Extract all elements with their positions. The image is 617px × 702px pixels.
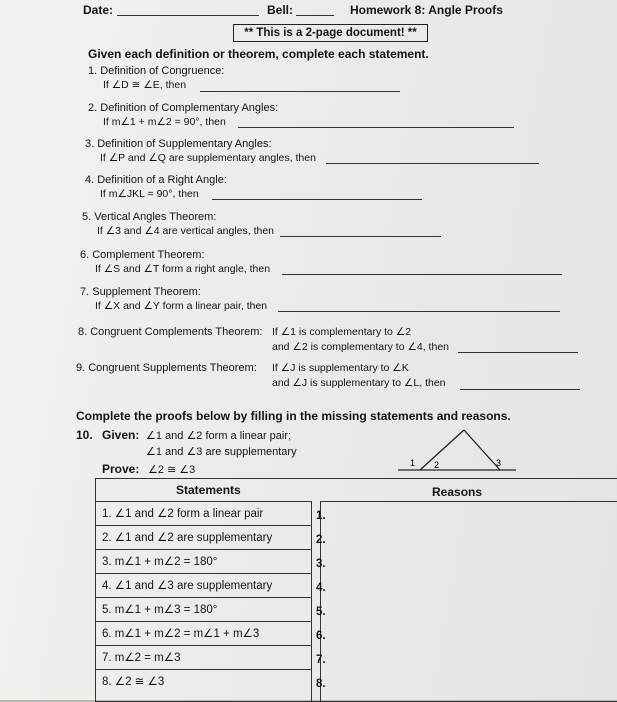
item-5-title: 5. Vertical Angles Theorem: [82,211,217,223]
item-5-blank [280,236,441,237]
item-4-stem: If m∠JKL = 90°, then [100,188,199,200]
given-line1: ∠1 and ∠2 form a linear pair; [146,430,292,442]
item-2-blank [238,127,514,128]
row-rule [96,597,311,598]
angle-label-1: 1 [410,458,416,468]
reason-7[interactable]: 7. [316,654,326,666]
reason-8[interactable]: 8. [316,678,326,690]
prove-label: Prove: [102,462,140,476]
proof-table [95,478,617,702]
header-rule [96,501,311,502]
reasons-header: Reasons [432,485,483,499]
section1-heading: Given each definition or theorem, complete each statement. [88,47,429,61]
item-3-stem: If ∠P and ∠Q are supplementary angles, then [100,152,316,164]
item-2-stem: If m∠1 + m∠2 = 90°, then [103,116,226,128]
homework-title: Homework 8: Angle Proofs [350,3,503,17]
item-1-title: 1. Definition of Congruence: [88,65,225,77]
item-9-title: 9. Congruent Supplements Theorem: [76,362,257,374]
header-rule-reasons [320,501,617,502]
item-7-title: 7. Supplement Theorem: [80,286,201,298]
item-6-blank [282,274,562,275]
item-9-line1: If ∠J is supplementary to ∠K [272,362,409,374]
row-rule [96,549,311,550]
reason-6[interactable]: 6. [316,630,326,642]
date-blank [117,15,259,16]
row-rule [96,669,311,670]
statement-5: 5. m∠1 + m∠3 = 180° [102,604,218,616]
bell-label: Bell: [267,3,294,17]
given-label: Given: [102,428,140,442]
column-divider [311,501,312,701]
statement-8: 8. ∠2 ≅ ∠3 [102,676,165,688]
bell-blank [296,15,334,16]
reason-1[interactable]: 1. [316,510,326,522]
item-5-stem: If ∠3 and ∠4 are vertical angles, then [97,225,275,237]
row-rule [96,525,311,526]
item-7-stem: If ∠X and ∠Y form a linear pair, then [95,300,268,312]
row-rule [96,573,311,574]
statement-2: 2. ∠1 and ∠2 are supplementary [102,532,273,544]
reason-4[interactable]: 4. [316,582,326,594]
date-label: Date: [83,3,114,17]
item-9-blank [460,389,580,390]
statement-4: 4. ∠1 and ∠3 are supplementary [102,580,273,592]
proof-number: 10. [76,428,93,442]
statement-1: 1. ∠1 and ∠2 form a linear pair [102,508,264,520]
item-4-blank [212,199,422,200]
item-8-blank [458,352,578,353]
section2-heading: Complete the proofs below by filling in the missing statements and reasons. [76,409,511,423]
item-8-title: 8. Congruent Complements Theorem: [78,326,263,338]
linear-pair-diagram [392,424,522,476]
item-9-line2: and ∠J is supplementary to ∠L, then [272,377,446,389]
row-rule [96,645,311,646]
reason-5[interactable]: 5. [316,606,326,618]
item-1-blank [200,91,400,92]
column-divider-2 [320,501,321,701]
item-1-stem: If ∠D ≅ ∠E, then [103,79,187,91]
statement-3: 3. m∠1 + m∠2 = 180° [102,556,218,568]
item-2-title: 2. Definition of Complementary Angles: [88,102,279,114]
item-3-title: 3. Definition of Supplementary Angles: [85,138,272,150]
item-6-stem: If ∠S and ∠T form a right angle, then [95,263,271,275]
two-page-banner: ** This is a 2-page document! ** [233,24,428,42]
angle-label-2: 2 [434,460,440,470]
row-rule [96,621,311,622]
diagram-right-ray [464,430,500,470]
item-6-title: 6. Complement Theorem: [80,249,205,261]
item-8-line2: and ∠2 is complementary to ∠4, then [272,341,449,353]
item-3-blank [326,163,539,164]
item-4-title: 4. Definition of a Right Angle: [85,174,227,186]
statements-header: Statements [176,483,241,497]
given-line2: ∠1 and ∠3 are supplementary [146,446,297,458]
reason-3[interactable]: 3. [316,558,326,570]
item-8-line1: If ∠1 is complementary to ∠2 [272,326,412,338]
statement-7: 7. m∠2 = m∠3 [102,652,181,664]
angle-label-3: 3 [496,458,502,468]
reason-2[interactable]: 2. [316,534,326,546]
diagram-left-ray [420,430,464,470]
item-7-blank [278,311,560,312]
statement-6: 6. m∠1 + m∠2 = m∠1 + m∠3 [102,628,260,640]
prove-statement: ∠2 ≅ ∠3 [148,464,196,476]
